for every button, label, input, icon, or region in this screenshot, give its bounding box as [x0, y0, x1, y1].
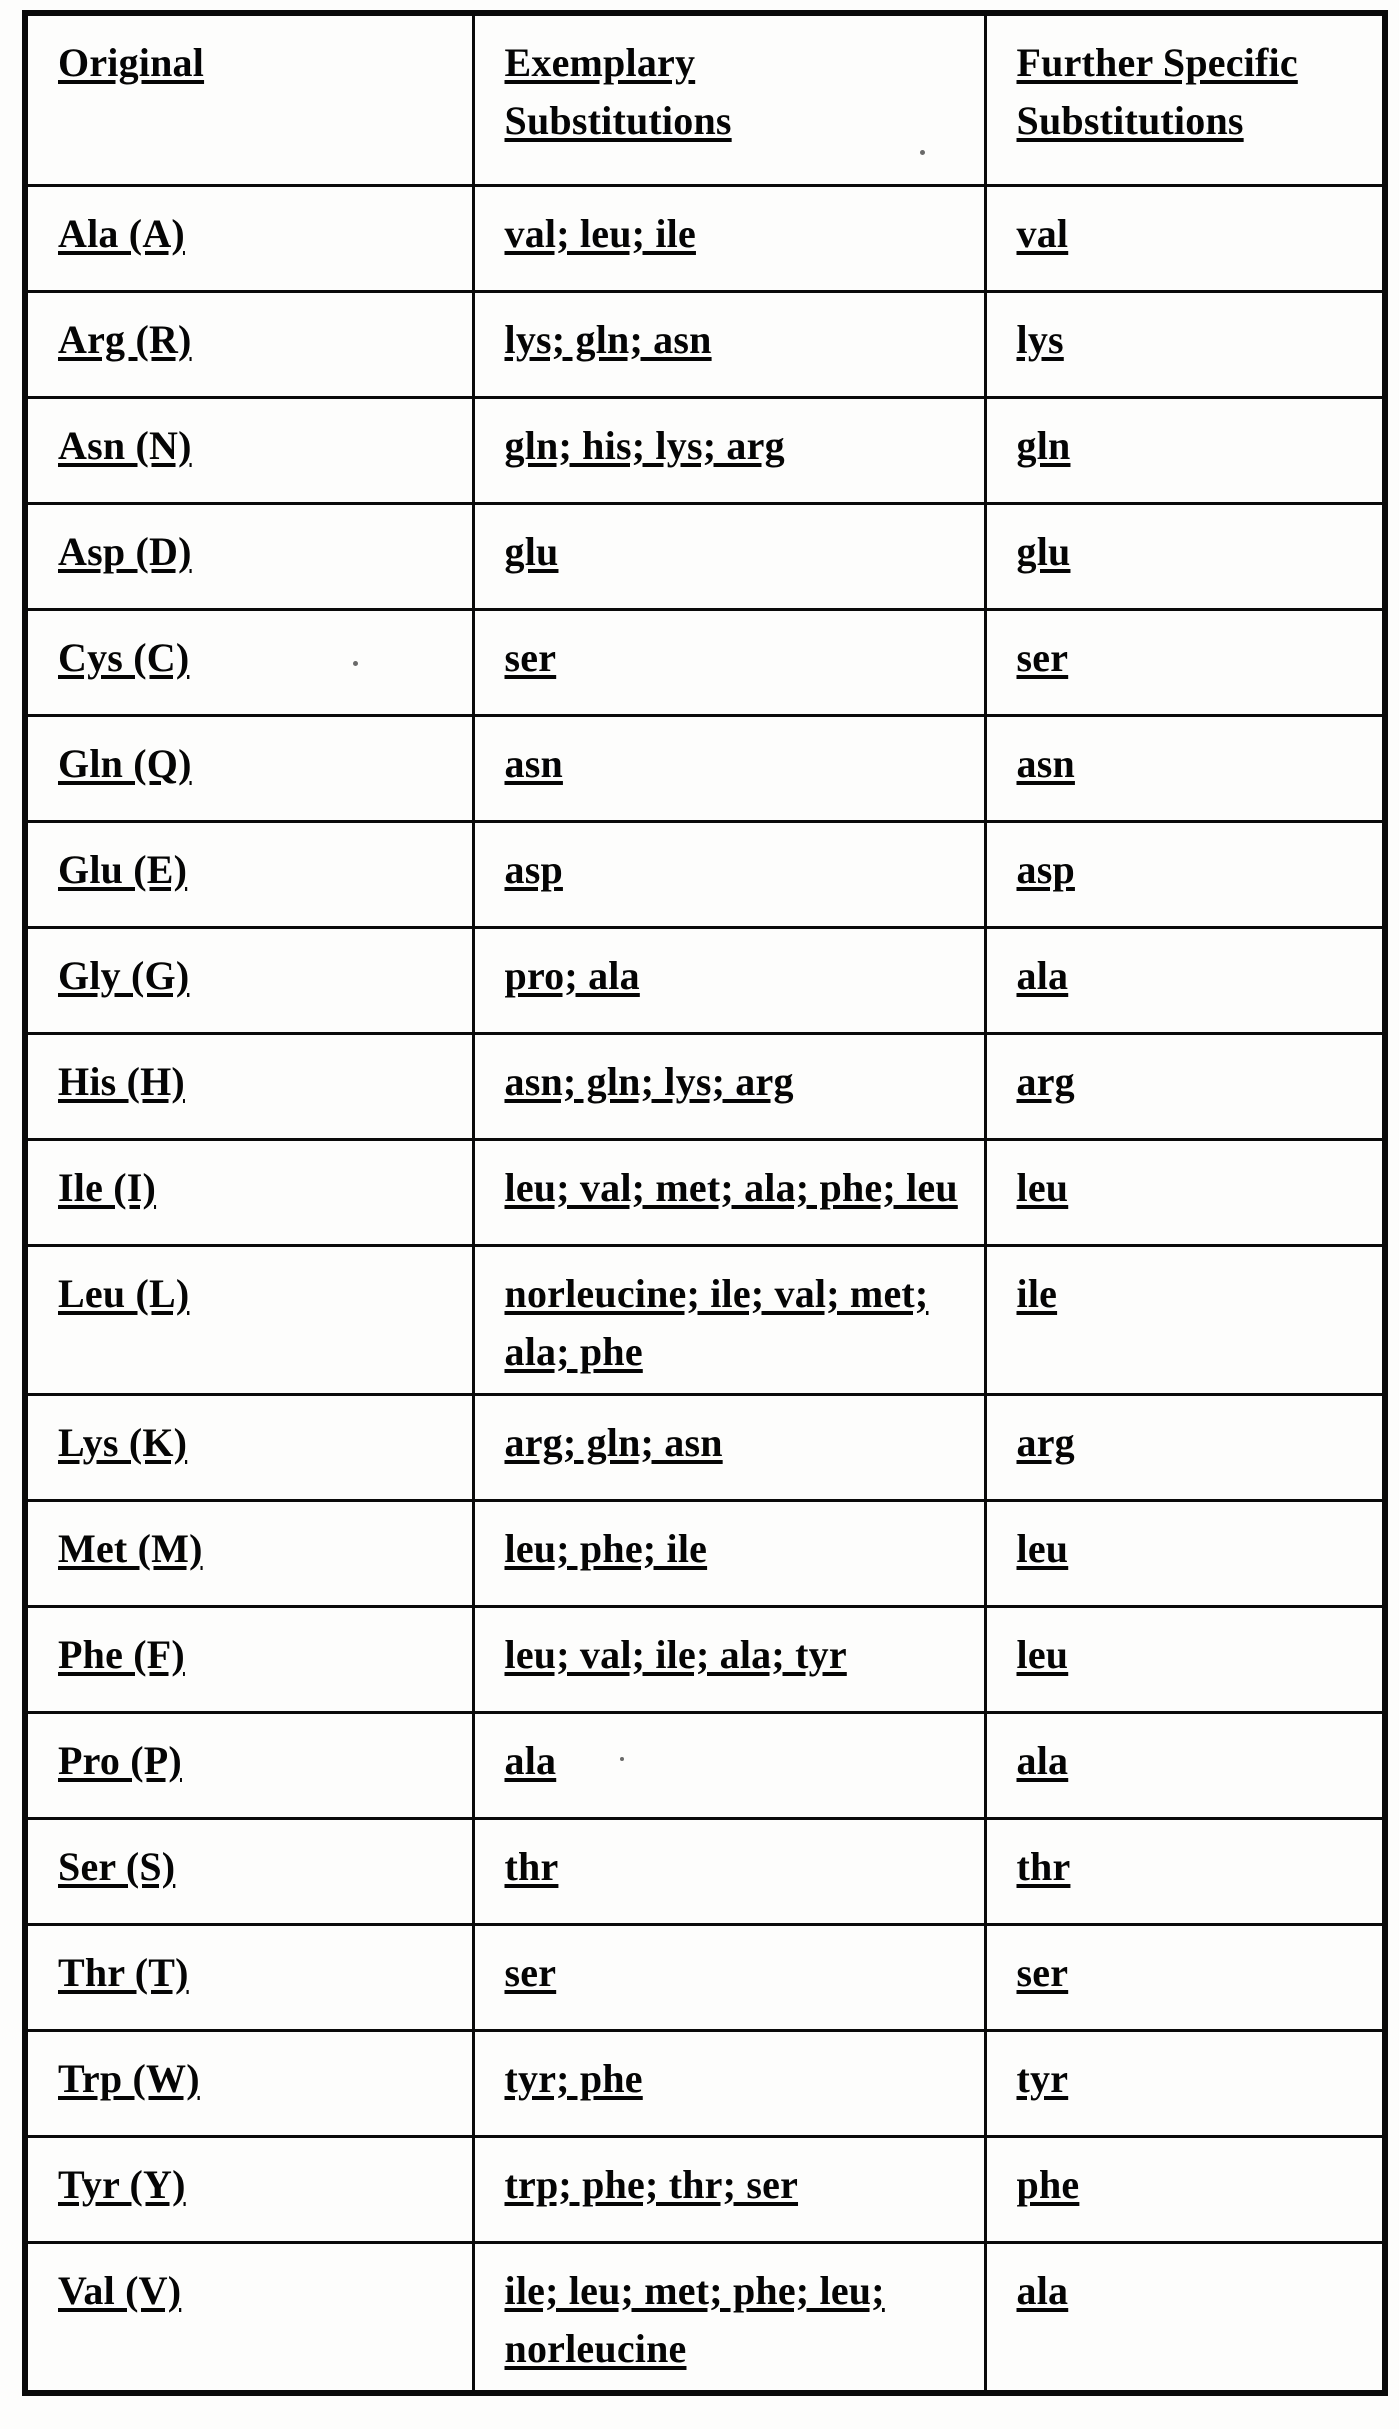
cell-further: [985, 1712, 1385, 1818]
table-row: [25, 397, 1385, 503]
cell-further: [985, 185, 1385, 291]
cell-exemplary: [473, 2242, 985, 2393]
cell-original-text: Glu (E): [58, 846, 188, 892]
cell-original: [25, 185, 473, 291]
amino-acid-substitution-table: [22, 10, 1388, 2396]
cell-further: [985, 1500, 1385, 1606]
cell-original: [25, 1818, 473, 1924]
cell-further: [985, 1606, 1385, 1712]
cell-original: [25, 503, 473, 609]
cell-exemplary-text: lys; gln; asn: [504, 316, 712, 362]
cell-exemplary: [473, 1139, 985, 1245]
cell-original: [25, 1924, 473, 2030]
cell-original: [25, 2030, 473, 2136]
cell-further: [985, 2030, 1385, 2136]
table-row: [25, 291, 1385, 397]
cell-exemplary: [473, 1606, 985, 1712]
cell-exemplary: [473, 1924, 985, 2030]
cell-exemplary: [473, 1818, 985, 1924]
cell-further: [985, 1394, 1385, 1500]
table-row: [25, 1712, 1385, 1818]
cell-exemplary: [473, 1245, 985, 1394]
cell-exemplary-text: asp: [504, 846, 563, 892]
cell-original: [25, 2136, 473, 2242]
table-row: [25, 1500, 1385, 1606]
cell-further-text: asp: [1016, 846, 1075, 892]
cell-original-text: Val (V): [58, 2267, 182, 2313]
cell-exemplary-text: trp; phe; thr; ser: [504, 2161, 799, 2207]
cell-original-text: Lys (K): [58, 1419, 188, 1465]
column-header-exemplary-substitutions: [473, 13, 985, 185]
cell-exemplary-text: leu; val; ile; ala; tyr: [504, 1631, 847, 1677]
cell-exemplary: [473, 1033, 985, 1139]
table-header-row: [25, 13, 1385, 185]
cell-original: [25, 397, 473, 503]
table-row: [25, 821, 1385, 927]
cell-exemplary-text: thr: [504, 1843, 559, 1889]
table-row: [25, 1394, 1385, 1500]
table-row: [25, 2242, 1385, 2393]
table-row: [25, 1818, 1385, 1924]
cell-exemplary: [473, 397, 985, 503]
cell-original: [25, 715, 473, 821]
cell-further: [985, 503, 1385, 609]
cell-further-text: ala: [1016, 1737, 1069, 1783]
cell-further: [985, 1818, 1385, 1924]
cell-exemplary: [473, 1394, 985, 1500]
cell-further-text: gln: [1016, 422, 1071, 468]
cell-further-text: ile: [1016, 1270, 1058, 1316]
cell-original: [25, 821, 473, 927]
cell-exemplary: [473, 609, 985, 715]
cell-further-text: lys: [1016, 316, 1064, 362]
cell-further-text: phe: [1016, 2161, 1080, 2207]
cell-original-text: Gly (G): [58, 952, 190, 998]
cell-further-text: thr: [1016, 1843, 1071, 1889]
cell-original: [25, 927, 473, 1033]
cell-exemplary-text: norleucine; ile; val; met; ala; phe: [504, 1270, 929, 1374]
cell-further: [985, 1924, 1385, 2030]
cell-original-text: Phe (F): [58, 1631, 185, 1677]
cell-original-text: Gln (Q): [58, 740, 192, 786]
cell-original-text: Met (M): [58, 1525, 203, 1571]
cell-original: [25, 1394, 473, 1500]
scan-speck: [353, 661, 358, 666]
cell-exemplary-text: val; leu; ile: [504, 210, 696, 256]
cell-further: [985, 2242, 1385, 2393]
cell-further-text: ser: [1016, 634, 1069, 680]
table-body: [25, 185, 1385, 2393]
cell-original-text: Pro (P): [58, 1737, 182, 1783]
cell-exemplary: [473, 503, 985, 609]
table-row: [25, 2030, 1385, 2136]
cell-original-text: His (H): [58, 1058, 185, 1104]
cell-original-text: Ser (S): [58, 1843, 176, 1889]
cell-further: [985, 397, 1385, 503]
cell-exemplary-text: leu; val; met; ala; phe; leu: [504, 1164, 958, 1210]
cell-original: [25, 1500, 473, 1606]
cell-exemplary: [473, 291, 985, 397]
column-header-original-label: Original: [58, 40, 205, 85]
cell-further: [985, 821, 1385, 927]
cell-further: [985, 715, 1385, 821]
cell-further: [985, 2136, 1385, 2242]
cell-exemplary: [473, 185, 985, 291]
scan-speck: [920, 150, 925, 155]
cell-exemplary-text: tyr; phe: [504, 2055, 643, 2101]
cell-exemplary: [473, 927, 985, 1033]
cell-further: [985, 1139, 1385, 1245]
cell-further-text: val: [1016, 210, 1069, 256]
column-header-exemplary-substitutions-label: Exemplary Substitutions: [504, 40, 732, 143]
column-header-further-specific-substitutions: [985, 13, 1385, 185]
table-row: [25, 1245, 1385, 1394]
cell-further: [985, 1245, 1385, 1394]
cell-original-text: Thr (T): [58, 1949, 189, 1995]
cell-exemplary: [473, 821, 985, 927]
table-row: [25, 185, 1385, 291]
table-row: [25, 1139, 1385, 1245]
cell-exemplary-text: pro; ala: [504, 952, 640, 998]
cell-original: [25, 291, 473, 397]
cell-original-text: Ala (A): [58, 210, 185, 256]
cell-further: [985, 291, 1385, 397]
column-header-further-specific-substitutions-label: Further Specific Substitutions: [1016, 40, 1298, 143]
cell-original-text: Asn (N): [58, 422, 192, 468]
cell-further: [985, 1033, 1385, 1139]
cell-further-text: arg: [1016, 1058, 1075, 1104]
cell-further-text: leu: [1016, 1164, 1069, 1210]
cell-further: [985, 609, 1385, 715]
cell-original: [25, 1606, 473, 1712]
cell-original-text: Arg (R): [58, 316, 192, 362]
table-row: [25, 715, 1385, 821]
cell-original-text: Asp (D): [58, 528, 192, 574]
cell-exemplary: [473, 2030, 985, 2136]
table-row: [25, 1033, 1385, 1139]
cell-further-text: ala: [1016, 2267, 1069, 2313]
cell-original: [25, 1033, 473, 1139]
cell-further-text: asn: [1016, 740, 1075, 786]
cell-exemplary: [473, 715, 985, 821]
cell-further-text: leu: [1016, 1525, 1069, 1571]
cell-original-text: Cys (C): [58, 634, 190, 680]
cell-original: [25, 1712, 473, 1818]
cell-further-text: leu: [1016, 1631, 1069, 1677]
column-header-original: [25, 13, 473, 185]
cell-exemplary-text: glu: [504, 528, 559, 574]
table-row: [25, 609, 1385, 715]
scan-speck: [620, 1757, 624, 1761]
cell-original-text: Ile (I): [58, 1164, 157, 1210]
cell-exemplary-text: arg; gln; asn: [504, 1419, 723, 1465]
cell-exemplary: [473, 1500, 985, 1606]
cell-original-text: Tyr (Y): [58, 2161, 186, 2207]
table-row: [25, 503, 1385, 609]
table-row: [25, 1924, 1385, 2030]
cell-exemplary: [473, 2136, 985, 2242]
cell-original: [25, 1139, 473, 1245]
cell-exemplary-text: ala: [504, 1737, 557, 1783]
cell-exemplary-text: ser: [504, 634, 557, 680]
cell-further-text: ala: [1016, 952, 1069, 998]
cell-exemplary-text: asn; gln; lys; arg: [504, 1058, 794, 1104]
cell-original: [25, 609, 473, 715]
table-row: [25, 2136, 1385, 2242]
cell-further: [985, 927, 1385, 1033]
cell-exemplary-text: leu; phe; ile: [504, 1525, 708, 1571]
cell-further-text: arg: [1016, 1419, 1075, 1465]
cell-original-text: Trp (W): [58, 2055, 200, 2101]
cell-exemplary-text: gln; his; lys; arg: [504, 422, 785, 468]
cell-exemplary: [473, 1712, 985, 1818]
cell-further-text: ser: [1016, 1949, 1069, 1995]
cell-exemplary-text: asn: [504, 740, 563, 786]
cell-further-text: tyr: [1016, 2055, 1069, 2101]
cell-exemplary-text: ser: [504, 1949, 557, 1995]
cell-original: [25, 1245, 473, 1394]
table-row: [25, 1606, 1385, 1712]
table-row: [25, 927, 1385, 1033]
cell-original-text: Leu (L): [58, 1270, 190, 1316]
cell-further-text: glu: [1016, 528, 1071, 574]
cell-exemplary-text: ile; leu; met; phe; leu; norleucine: [504, 2267, 885, 2371]
cell-original: [25, 2242, 473, 2393]
